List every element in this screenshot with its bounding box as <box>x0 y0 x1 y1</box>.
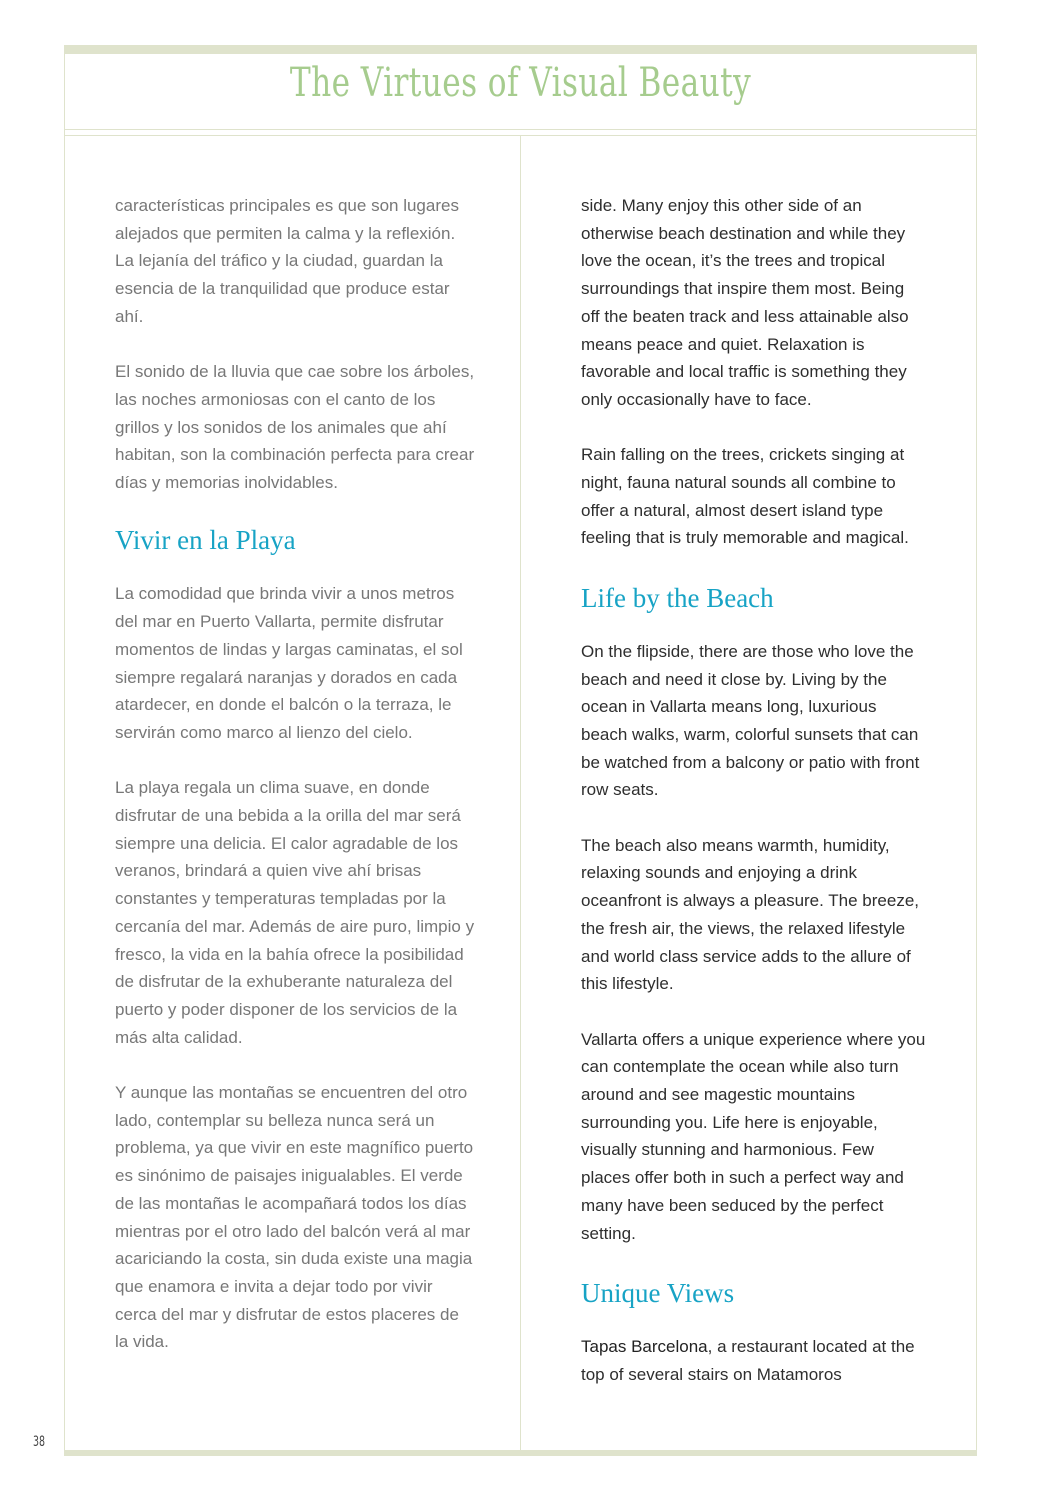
paragraph: The beach also means warmth, humidity, relaxing sounds and enjoying a drink oceanfront is always a pleasure. The breeze, the fresh air, the views, the relaxed lifestyle and world class service adds to the allure of this lifestyle. <box>581 835 919 994</box>
restaurant-name: Tapas Barcelona <box>581 1336 708 1356</box>
right-border <box>976 54 977 1450</box>
right-column <box>581 192 926 1416</box>
paragraph: side. Many enjoy this other side of an otherwise beach destination and while they love the ocean, it’s the trees and tropical surroundings that inspire them most. Being off the beaten track and less attainable also means peace and quiet. Relaxation is favorable and local traffic is something they only occasionally have to face. <box>581 196 909 409</box>
paragraph-text: , a restaurant located at the top of several stairs on Matamoros <box>581 1336 915 1384</box>
title-rule <box>64 129 977 130</box>
paragraph: La playa regala un clima suave, en donde disfrutar de una bebida a la orilla del mar será siempre una delicia. El calor agradable de los veranos, brindará a quien vive ahí brisas constantes y temperaturas templadas por la cercanía del mar. Además de aire puro, limpio y fresco, la vida en la bahía ofrece la posibilidad de disfrutar de la exhuberante naturaleza del puerto y poder disponer de los servicios de la más alta calidad. <box>115 778 475 1047</box>
page-title: The Virtues of Visual Beauty <box>289 60 752 106</box>
paragraph: Y aunque las montañas se encuentren del otro lado, contemplar su belleza nunca será un problema, ya que vivir en este magnífico puerto es sinónimo de paisajes inigualables. El verde de las montañas le acompañará todos los días mientras por el otro lado del balcón verá al mar acariciando la costa, sin duda existe una magia que enamora e invita a dejar todo por vivir cerca del mar y disfrutar de estos placeres de la vida. <box>115 1083 474 1352</box>
paragraph <box>581 1333 926 1388</box>
paragraph: Vallarta offers a unique experience where you can contemplate the ocean while also turn around and see magestic mountains surrounding you. Life here is enjoyable, visually stunning and harmonious. Few places offer both in such a perfect way and many have been seduced by the perfect setting. <box>581 1029 926 1243</box>
bottom-border <box>64 1450 977 1456</box>
column-divider <box>520 135 521 1450</box>
section-heading: Unique Views <box>581 1277 735 1308</box>
paragraph: On the flipside, there are those who love the beach and need it close by. Living by the ocean in Vallarta means long, luxurious beach walks, warm, colorful sunsets that can be watched from a balcony or patio with front row seats. <box>581 641 920 800</box>
section-heading: Vivir en la Playa <box>115 525 296 556</box>
section-heading: Life by the Beach <box>581 582 774 613</box>
top-border <box>64 45 977 54</box>
paragraph: características principales es que son lugares alejados que permiten la calma y la reflexión. La lejanía del tráfico y la ciudad, guardan la esencia de la tranquilidad que produce estar ahí. <box>115 196 459 326</box>
left-border <box>64 54 65 1450</box>
left-column <box>115 192 475 1384</box>
paragraph: Rain falling on the trees, crickets singing at night, fauna natural sounds all combine to offer a natural, almost desert island type feeling that is truly memorable and magical. <box>581 445 909 548</box>
paragraph: La comodidad que brinda vivir a unos metros del mar en Puerto Vallarta, permite disfrutar momentos de lindas y largas caminatas, el sol siempre regalará naranjas y dorados en cada atardecer, en donde el balcón o la terraza, le servirán como marco al lienzo del cielo. <box>115 584 463 742</box>
paragraph: El sonido de la lluvia que cae sobre los árboles, las noches armoniosas con el canto de los grillos y los sonidos de los animales que ahí habitan, son la combinación perfecta para crear días y memorias inolvidables. <box>115 362 475 493</box>
page-number: 38 <box>33 1434 46 1450</box>
